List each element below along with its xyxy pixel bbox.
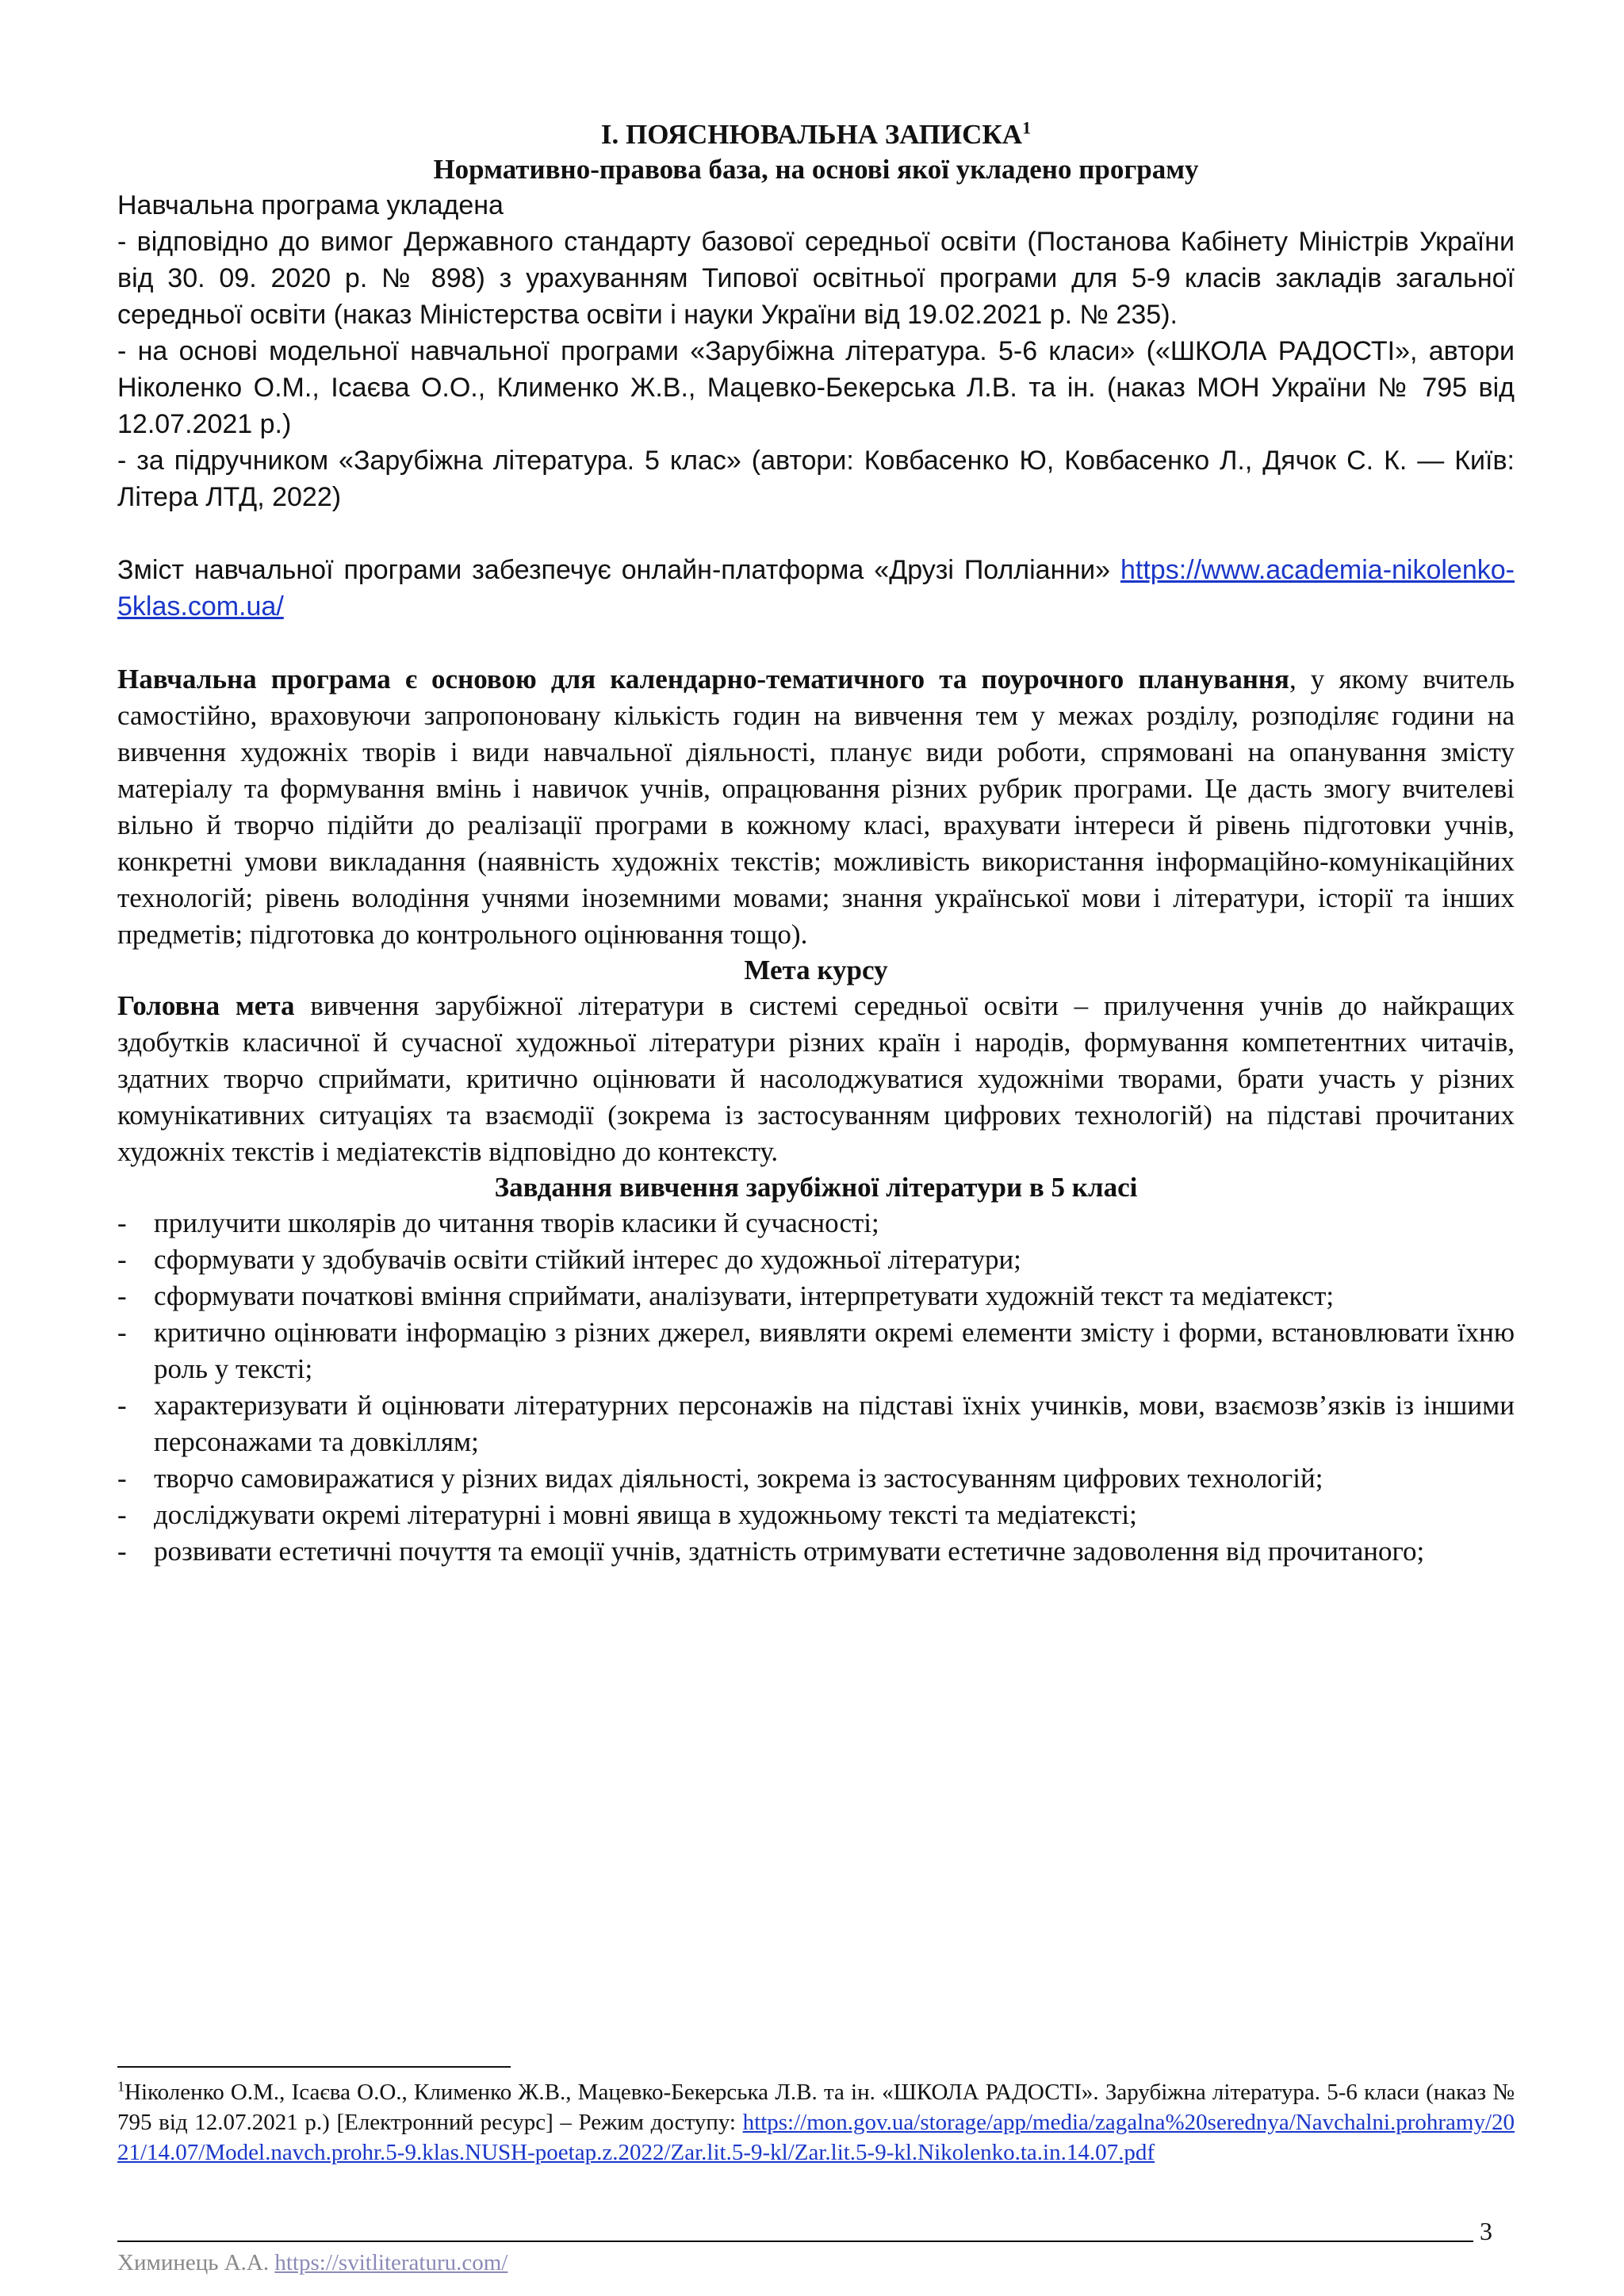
page-footer: Химинець А.А. https://svitliteraturu.com/ [117,2250,508,2275]
list-item: - сформувати початкові вміння сприймати, аналізувати, інтерпретувати художній текст та медіатекст; [117,1280,1335,1311]
footnote: $^1$Ніколенко О.М., Ісаєва О.О., Клименко Ж.В., Мацевко-Бекерська Л.В. та ін. «ШКОЛА РАДОСТІ». Зарубіжна література. 5-6 класи (наказ № 795 від 12.07.2021 р.) [Електронний ресурс] – Режим доступу: https://mon.gov.ua/storage/app/media/zagalna%20serednya/Navchalni.prohramy/2021/14.07/Model.navch.prohr.5-9.klas.NUSH-poetap.z.2022/Zar.lit.5-9-kl/Zar.lit.5-9-kl.Nikolenko.ta.in.14.07.pdf [117,2078,1515,2165]
list-item: - досліджувати окремі літературні і мовні явища в художньому тексті та медіатексті; [117,1499,1137,1530]
section-title: І. ПОЯСНЮВАЛЬНА ЗАПИСКА$^1$ [600,117,1032,150]
platform-paragraph: Зміст навчальної програми забезпечує онлайн-платформа «Друзі Полліанни» https://www.academia-nikolenko-5klas.com.ua/ [117,555,1515,622]
list-item: - прилучити школярів до читання творів класики й сучасності; [117,1207,879,1238]
goal-paragraph: Головна мета вивчення зарубіжної літератури в системі середньої освіти – прилучення учнів до найкращих здобутків класичної й сучасної художньої літератури різних країн і народів, формування компетентних читачів, здатних творчо сприймати, критично оцінювати й насолоджуватися художніми творами, брати участь у різних комунікативних ситуаціях та взаємодії (зокрема із застосуванням цифрових технологій) на підставі прочитаних художніх текстів і медіатекстів відповідно до контексту. [117,990,1515,1167]
list-item: - сформувати у здобувачів освіти стійкий інтерес до художньої літератури; [117,1244,1021,1275]
page-number: 3 [1480,2217,1492,2245]
footnote-link[interactable]: https://mon.gov.ua/storage/app/media/zagalna%20serednya/Navchalni.prohramy/2021/14.07/Model.navch.prohr.5-9.klas.NUSH-poetap.z.2022/Zar.lit.5-9-kl/Zar.lit.5-9-kl.Nikolenko.ta.in.14.07.pdf [117,2110,1515,2165]
intro-item-textbook: - за підручником «Зарубіжна література. 5 клас» (автори: Ковбасенко Ю, Ковбасенко Л., Дячок С. К. ― Київ: Літера ЛТД, 2022) [117,446,1515,512]
intro-item-model-program: - на основі модельної навчальної програми «Зарубіжна література. 5-6 класи» («ШКОЛА РАДОСТІ», автори Ніколенко О.М., Ісаєва О.О., Клименко Ж.В., Мацевко-Бекерська Л.В. та ін. (наказ МОН України № 795 від 12.07.2021 р.) [117,336,1515,439]
tasks-list [117,1205,1515,1570]
list-item: - критично оцінювати інформацію з різних джерел, виявляти окремі елементи змісту і форми, встановлювати їхню роль у тексті; [117,1317,1515,1384]
list-item: - розвивати естетичні почуття та емоції учнів, здатність отримувати естетичне задоволення від прочитаного; [117,1536,1425,1567]
footnote-divider [117,2066,511,2068]
legal-basis-heading: Нормативно-правова база, на основі якої укладено програму [433,154,1199,185]
goal-heading: Мета курсу [744,955,888,985]
tasks-heading: Завдання вивчення зарубіжної літератури в 5 класі [494,1172,1138,1203]
planning-paragraph: Навчальна програма є основою для календарно-тематичного та поурочного планування, у якому вчитель самостійно, враховуючи запропоновану кількість годин на вивчення тем у межах розділу, розподіляє години на вивчення художніх творів і види навчальної діяльності, планує види роботи, спрямовані на опанування змісту матеріалу та формування вмінь і навичок учнів, опрацювання різних рубрик програми. Це дасть змогу вчителеві вільно й творчо підійти до реалізації програми в кожному класі, врахувати інтереси й рівень підготовки учнів, конкретні умови викладання (наявність художніх текстів; можливість використання інформаційно-комунікаційних технологій; рівень володіння учнями іноземними мовами; знання української мови і літератури, історії та інших предметів; підготовка до контрольного оцінювання тощо). [117,664,1515,950]
list-item: - характеризувати й оцінювати літературних персонажів на підставі їхніх учинків, мови, взаємозв’язків із іншими персонажами та довкіллям; [117,1390,1515,1457]
footer-divider [117,2241,1473,2242]
intro-lead: Навчальна програма укладена [117,190,504,220]
footnote-ref[interactable]: 1 [1022,117,1032,138]
intro-item-standard: - відповідно до вимог Державного стандарту базової середньої освіти (Постанова Кабінету Міністрів України від 30. 09. 2020 р. № 898) з урахуванням Типової освітньої програми для 5-9 класів закладів загальної середньої освіти (наказ Міністерства освіти і науки України від 19.02.2021 р. № 235). [117,227,1515,330]
list-item: - творчо самовиражатися у різних видах діяльності, зокрема із застосуванням цифрових технологій; [117,1463,1323,1494]
document-page [117,117,1515,1570]
footer-link[interactable]: https://svitliteraturu.com/ [274,2250,508,2275]
platform-link[interactable]: https://www.academia-nikolenko-5klas.com.ua/ [117,555,1515,622]
